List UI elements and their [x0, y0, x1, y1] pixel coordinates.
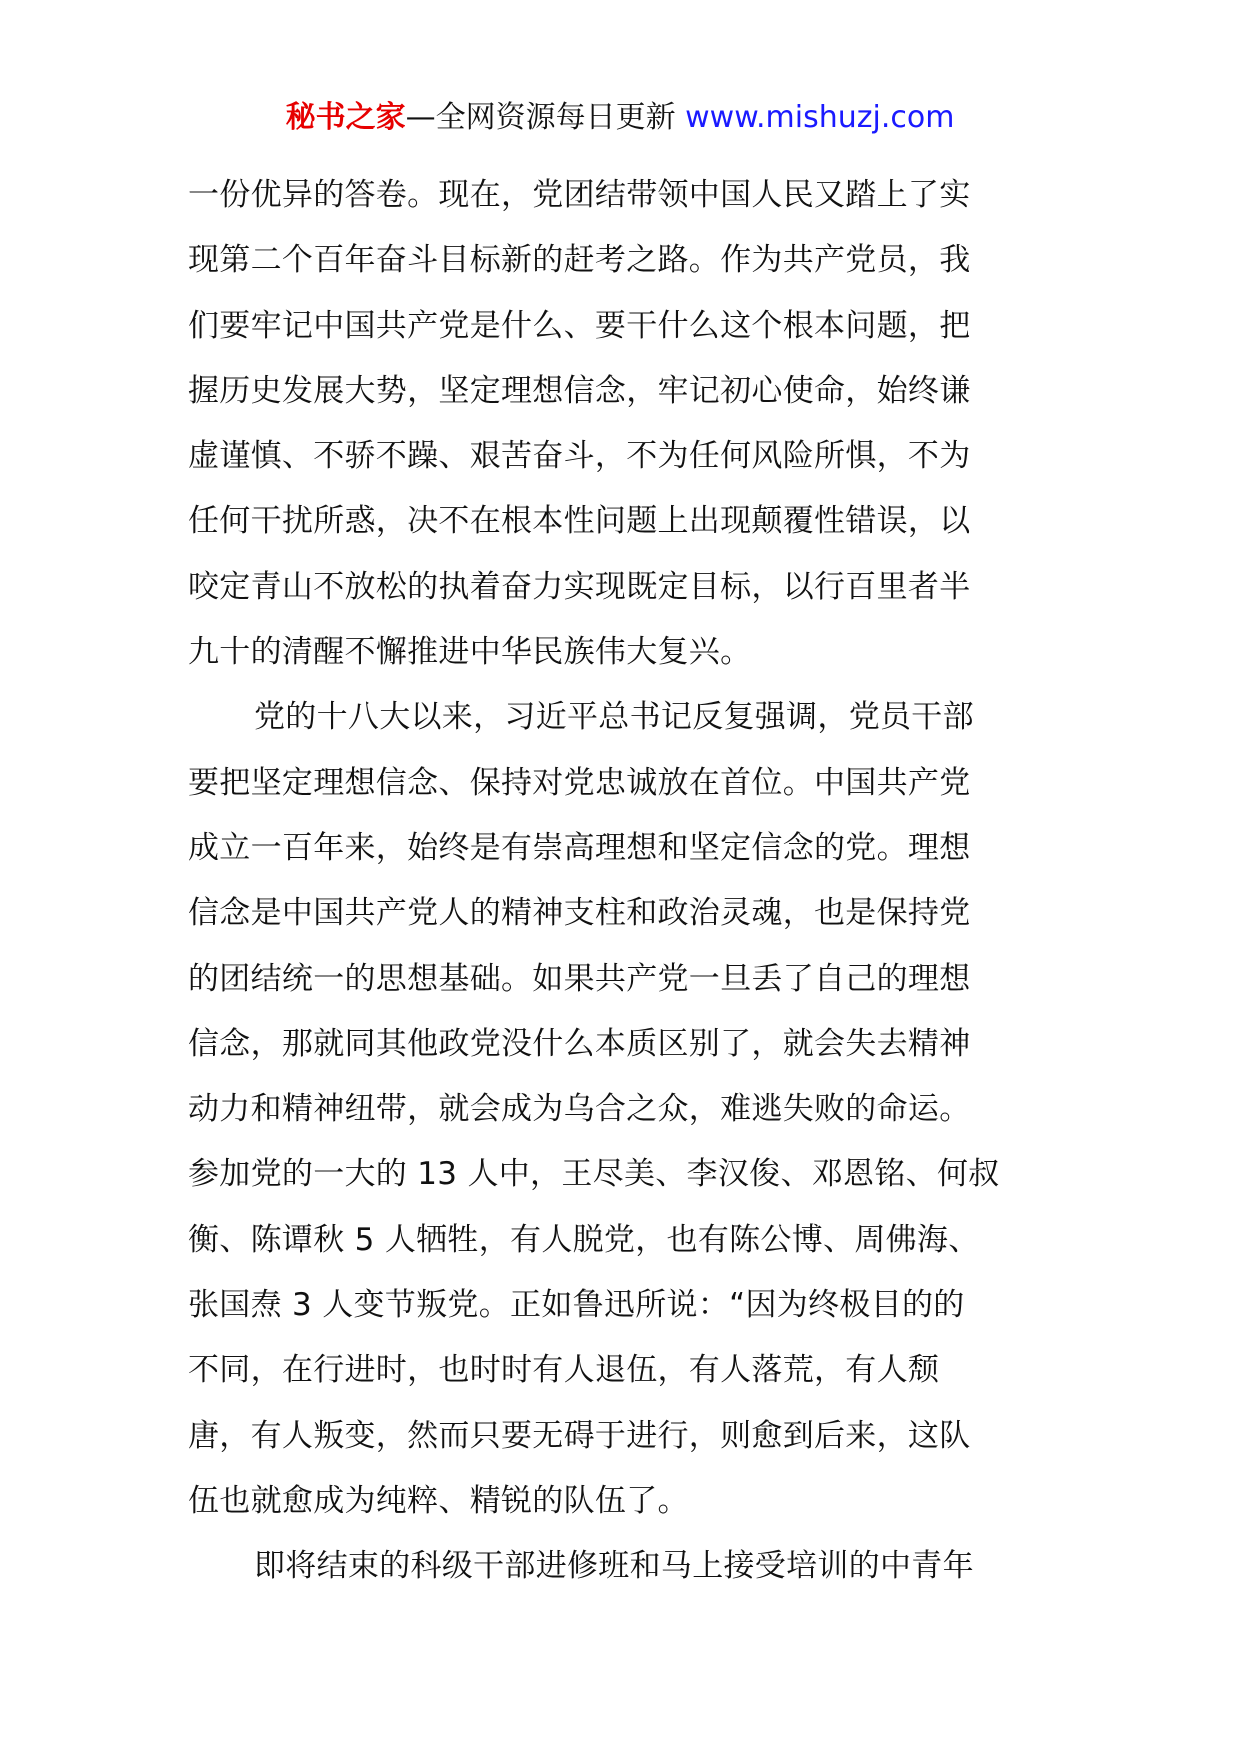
paragraph-start-line: 党的十八大以来，习近平总书记反复强调，党员干部 — [254, 699, 974, 736]
text-line: 成立一百年来，始终是有崇高理想和坚定信念的党。理想 — [188, 829, 971, 866]
text-line: 信念是中国共产党人的精神支柱和政治灵魂，也是保持党 — [188, 895, 971, 932]
paragraph-start-line: 即将结束的科级干部进修班和马上接受培训的中青年 — [254, 1548, 974, 1585]
text-line: 握历史发展大势，坚定理想信念，牢记初心使命，始终谦 — [188, 372, 971, 409]
text-line: 要把坚定理想信念、保持对党忠诚放在首位。中国共产党 — [188, 764, 971, 801]
text-line: 衡、陈谭秋 5 人牺牲，有人脱党，也有陈公博、周佛海、 — [188, 1221, 980, 1258]
text-line: 信念，那就同其他政党没什么本质区别了，就会失去精神 — [188, 1025, 971, 1062]
brand-name: 秘书之家 — [285, 100, 406, 135]
text-line: 参加党的一大的 13 人中，王尽美、李汉俊、邓恩铭、何叔 — [188, 1156, 1000, 1193]
text-line: 任何干扰所惑，决不在根本性问题上出现颠覆性错误，以 — [188, 503, 971, 540]
text-line: 不同，在行进时，也时时有人退伍，有人落荒，有人颓 — [188, 1352, 940, 1389]
site-header — [0, 98, 1240, 138]
text-line: 张国焘 3 人变节叛党。正如鲁迅所说：“因为终极目的的 — [188, 1287, 965, 1324]
text-line: 虚谨慎、不骄不躁、艰苦奋斗，不为任何风险所惧，不为 — [188, 438, 971, 475]
text-line: 动力和精神纽带，就会成为乌合之众，难逃失败的命运。 — [188, 1091, 971, 1128]
text-line: 一份优异的答卷。现在，党团结带领中国人民又踏上了实 — [188, 177, 971, 213]
document-body — [188, 163, 1068, 1600]
text-line: 现第二个百年奋斗目标新的赶考之路。作为共产党员，我 — [188, 242, 971, 279]
header-tagline: —全网资源每日更新 — [405, 100, 686, 135]
text-line: 咬定青山不放松的执着奋力实现既定目标，以行百里者半 — [188, 568, 971, 605]
text-line: 唐，有人叛变，然而只要无碍于进行，则愈到后来，这队 — [188, 1417, 971, 1454]
text-line: 的团结统一的思想基础。如果共产党一旦丢了自己的理想 — [188, 960, 971, 997]
text-line: 们要牢记中国共产党是什么、要干什么这个根本问题，把 — [188, 307, 971, 344]
text-line: 九十的清醒不懈推进中华民族伟大复兴。 — [188, 634, 752, 671]
site-url-link[interactable]: www.mishuzj.com — [685, 100, 955, 135]
text-line: 伍也就愈成为纯粹、精锐的队伍了。 — [188, 1482, 689, 1519]
